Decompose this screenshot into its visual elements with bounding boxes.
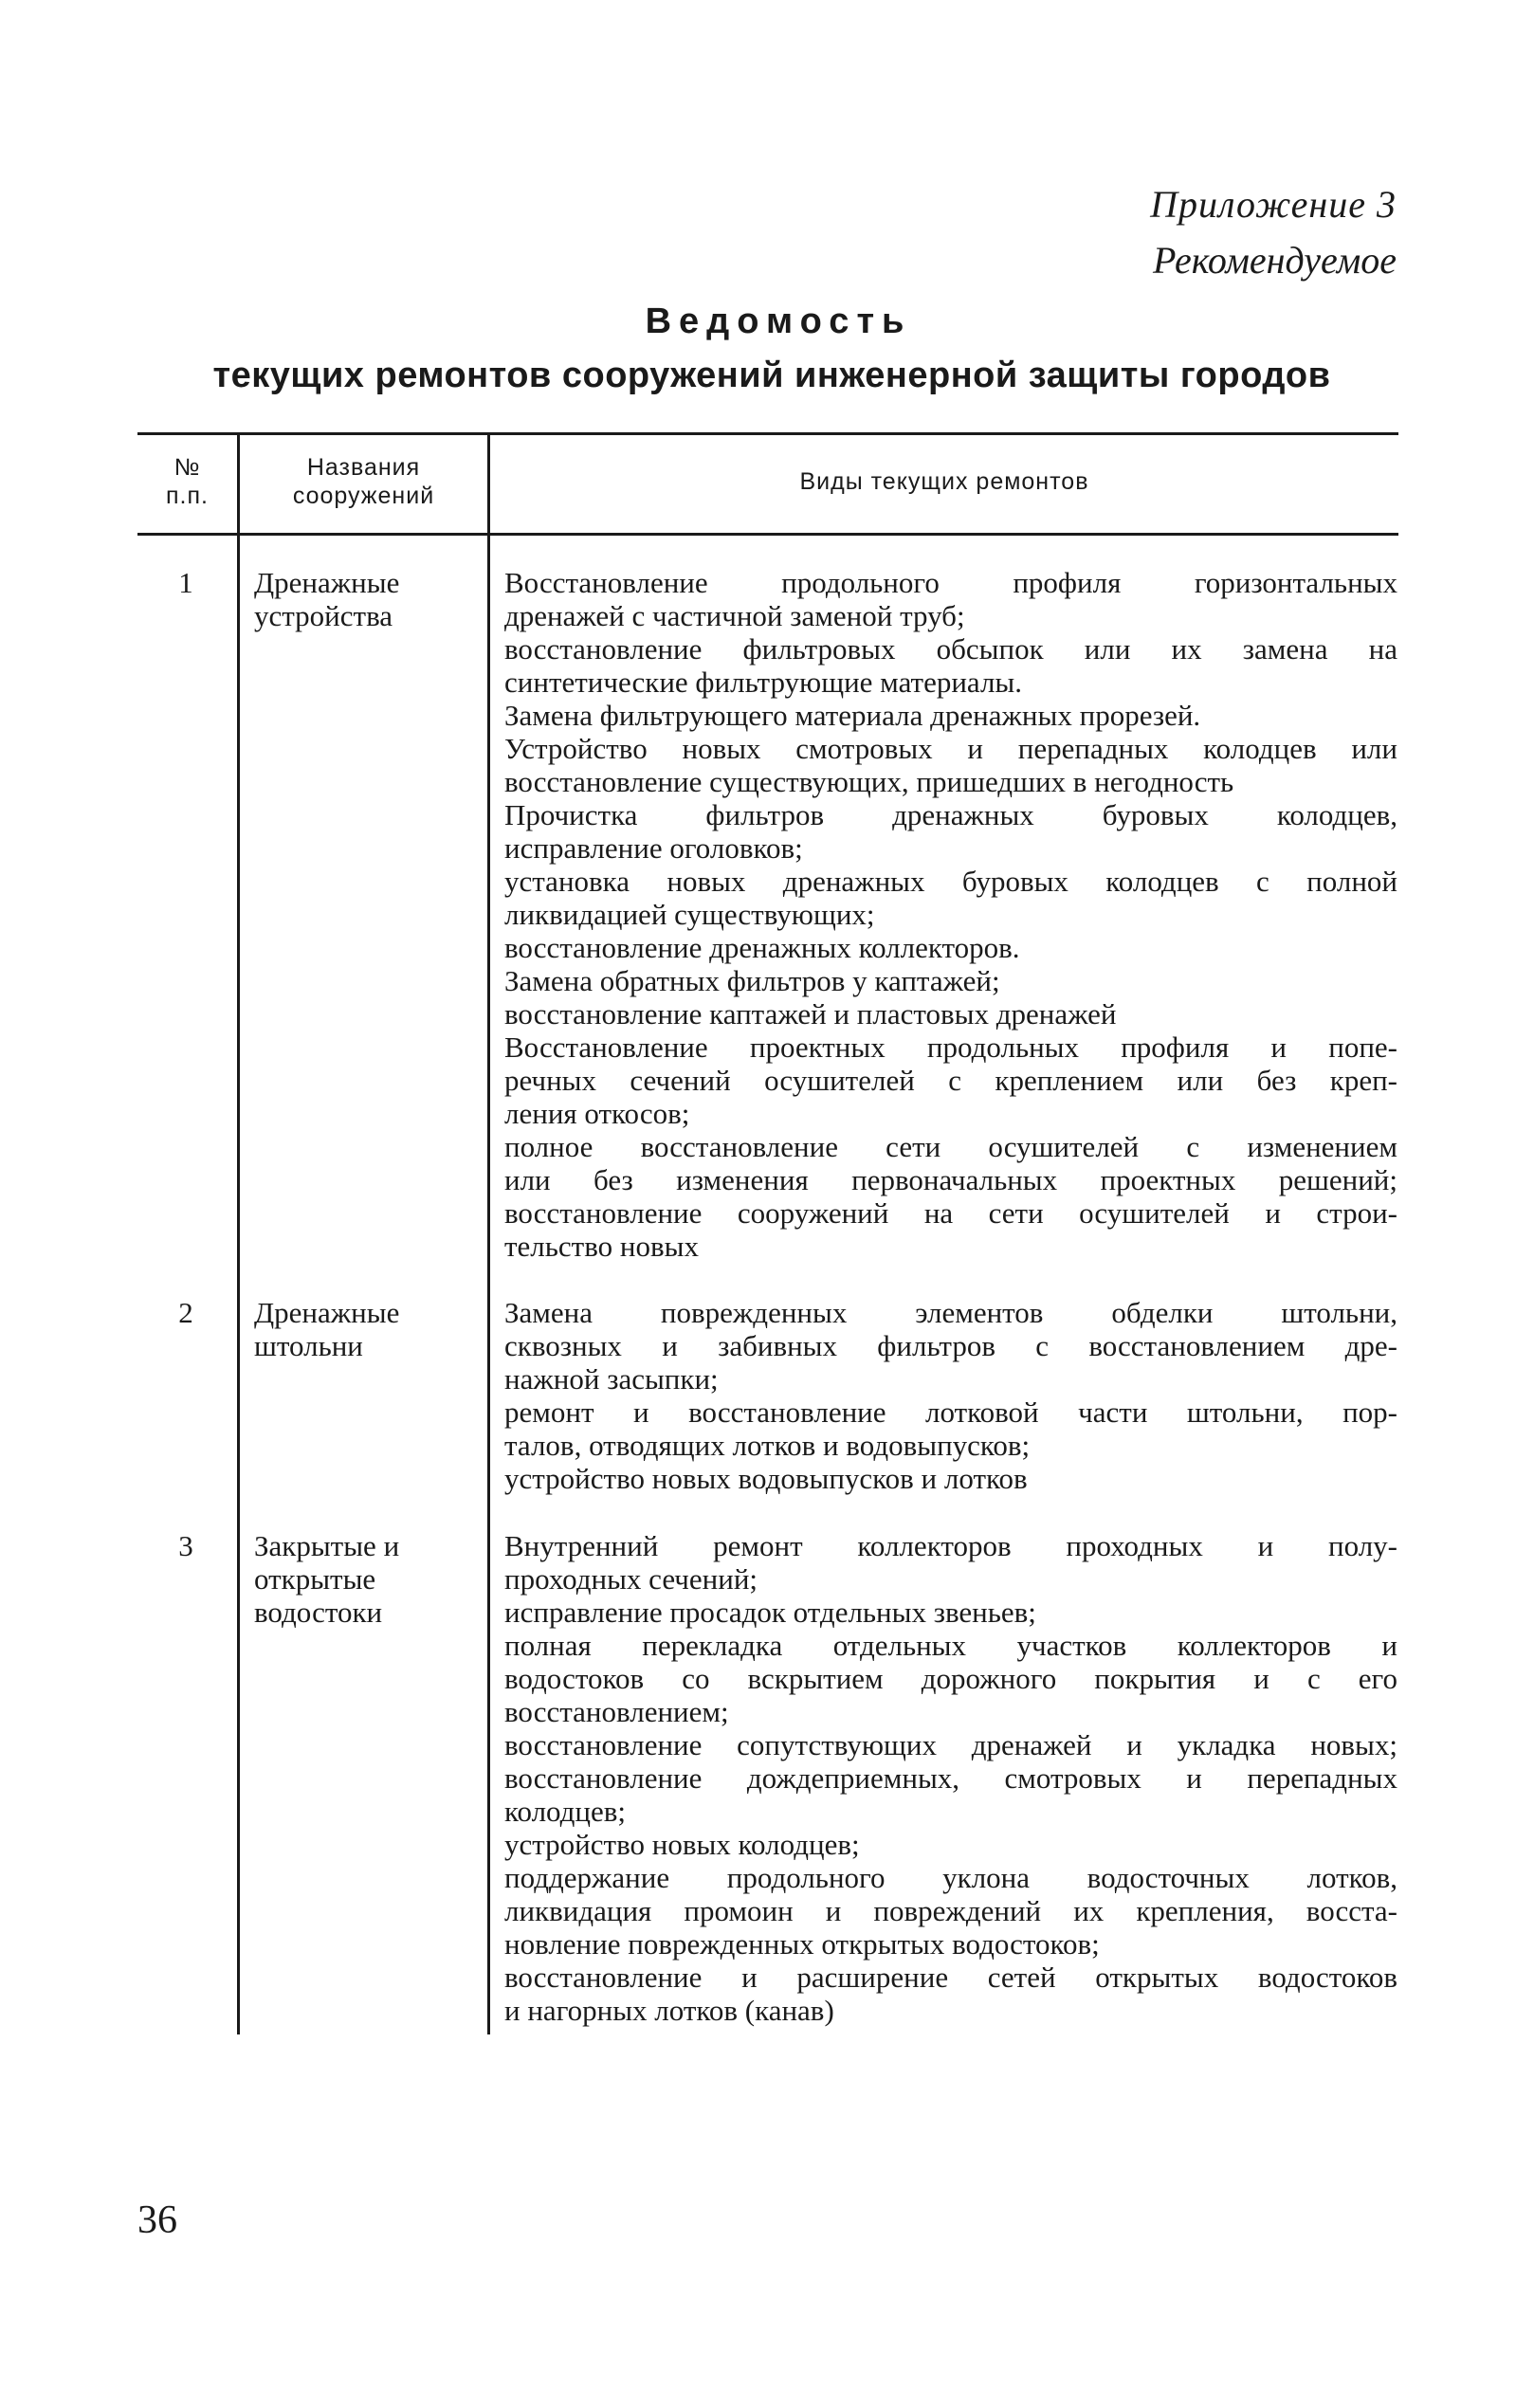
row-3-number: 3 [178,1529,193,1562]
row-1-repairs-line: восстановление существующих, пришедших в негодность [504,765,1234,798]
row-2-repairs-line: нажной засыпки; [504,1362,719,1396]
row-2-repairs-line: ремонт и восстановление лотковой части штольни, пор- [504,1396,1397,1429]
row-1-number: 1 [178,566,193,599]
row-3-repairs-line: восстановлением; [504,1695,729,1728]
row-1-name-line1: Дренажные [254,566,400,599]
header-number [137,453,237,510]
row-1-repairs-line: исправление оголовков; [504,831,803,865]
row-3-name-line1: Закрытые и [254,1529,400,1562]
row-3-name-line3: водостоки [254,1596,383,1629]
row-3-repairs-line: исправление просадок отдельных звеньев; [504,1596,1036,1629]
row-3-repairs-line: новление поврежденных открытых водостоков; [504,1927,1100,1961]
table-top-rule [137,432,1398,435]
header-name-line2: сооружений [292,483,435,509]
row-3-repairs-line: поддержание продольного уклона водосточных лотков, [504,1861,1397,1894]
header-name [240,453,487,510]
row-1-repairs-line: Восстановление проектных продольных профиля и попе- [504,1031,1397,1064]
header-repairs: Виды текущих ремонтов [799,468,1089,495]
row-3-repairs-line: проходных сечений; [504,1562,758,1596]
row-1-repairs-line: дренажей с частичной заменой труб; [504,599,965,632]
row-1-repairs-line: ликвидацией существующих; [504,898,875,931]
row-2-name-line1: Дренажные [254,1296,400,1329]
row-3-name [254,1529,482,1629]
row-3-repairs-line: восстановление дождеприемных, смотровых и перепадных [504,1761,1397,1795]
row-1-repairs-line: синтетические фильтрующие материалы. [504,666,1023,699]
row-3-repairs-line: восстановление сопутствующих дренажей и укладка новых; [504,1728,1397,1761]
row-3-repairs-line: и нагорных лотков (канав) [504,1994,834,2027]
row-2-repairs-line: сквозных и забивных фильтров с восстановлением дре- [504,1329,1397,1362]
row-2-repairs [504,1296,1397,1495]
row-2-repairs-line: талов, отводящих лотков и водовыпусков; [504,1429,1031,1462]
row-1-repairs-line: восстановление фильтровых обсыпок или их замена на [504,632,1397,666]
row-3-repairs-line: устройство новых колодцев; [504,1828,860,1861]
column-divider-1 [237,434,240,2034]
row-1-repairs-line: установка новых дренажных буровых колодцев с полной [504,865,1397,898]
row-3-name-line2: открытые [254,1562,376,1596]
header-number-line1: № [173,454,201,481]
document-subtitle: текущих ремонтов сооружений инженерной защиты городов [212,356,1331,395]
appendix-number: Приложение 3 [1150,183,1397,226]
row-2-name [254,1296,482,1362]
row-1-repairs-line: Устройство новых смотровых и перепадных колодцев или [504,732,1397,765]
row-2-number: 2 [178,1296,193,1329]
row-3-repairs-line: ликвидация промоин и повреждений их крепления, восста- [504,1894,1397,1927]
row-1-repairs-line: восстановление сооружений на сети осушителей и строи- [504,1196,1397,1230]
page-number: 36 [137,2198,177,2242]
row-1-name [254,566,482,632]
row-1-repairs-line: речных сечений осушителей с креплением или без креп- [504,1064,1397,1097]
appendix-status: Рекомендуемое [1152,239,1397,282]
row-1-repairs-line: Прочистка фильтров дренажных буровых колодцев, [504,798,1397,831]
header-number-line2: п.п. [166,483,209,509]
row-1-repairs-line: полное восстановление сети осушителей с изменением [504,1130,1397,1163]
row-1-repairs-line: Замена обратных фильтров у каптажей; [504,964,1000,997]
row-1-repairs-line: Замена фильтрующего материала дренажных прорезей. [504,699,1201,732]
document-title: Ведомость [645,301,912,341]
row-1-repairs-line: или без изменения первоначальных проектных решений; [504,1163,1397,1196]
row-1-repairs-line: тельство новых [504,1230,699,1263]
header-name-line1: Названия [306,454,421,481]
row-3-repairs [504,1529,1397,2027]
row-1-repairs-line: восстановление каптажей и пластовых дренажей [504,997,1117,1031]
row-2-repairs-line: Замена поврежденных элементов обделки штольни, [504,1296,1397,1329]
row-3-repairs-line: колодцев; [504,1795,627,1828]
row-3-repairs-line: водостоков со вскрытием дорожного покрытия и с его [504,1662,1397,1695]
row-2-repairs-line: устройство новых водовыпусков и лотков [504,1462,1028,1495]
row-1-repairs-line: ления откосов; [504,1097,690,1130]
row-1-repairs [504,566,1397,1263]
row-1-repairs-line: восстановление дренажных коллекторов. [504,931,1020,964]
row-1-name-line2: устройства [254,599,393,632]
row-3-repairs-line: Внутренний ремонт коллекторов проходных и полу- [504,1529,1397,1562]
row-2-name-line2: штольни [254,1329,363,1362]
column-divider-2 [487,434,490,2034]
row-3-repairs-line: полная перекладка отдельных участков коллекторов и [504,1629,1397,1662]
table-header-rule [137,533,1398,536]
row-1-repairs-line: Восстановление продольного профиля горизонтальных [504,566,1397,599]
row-3-repairs-line: восстановление и расширение сетей открытых водостоков [504,1961,1397,1994]
